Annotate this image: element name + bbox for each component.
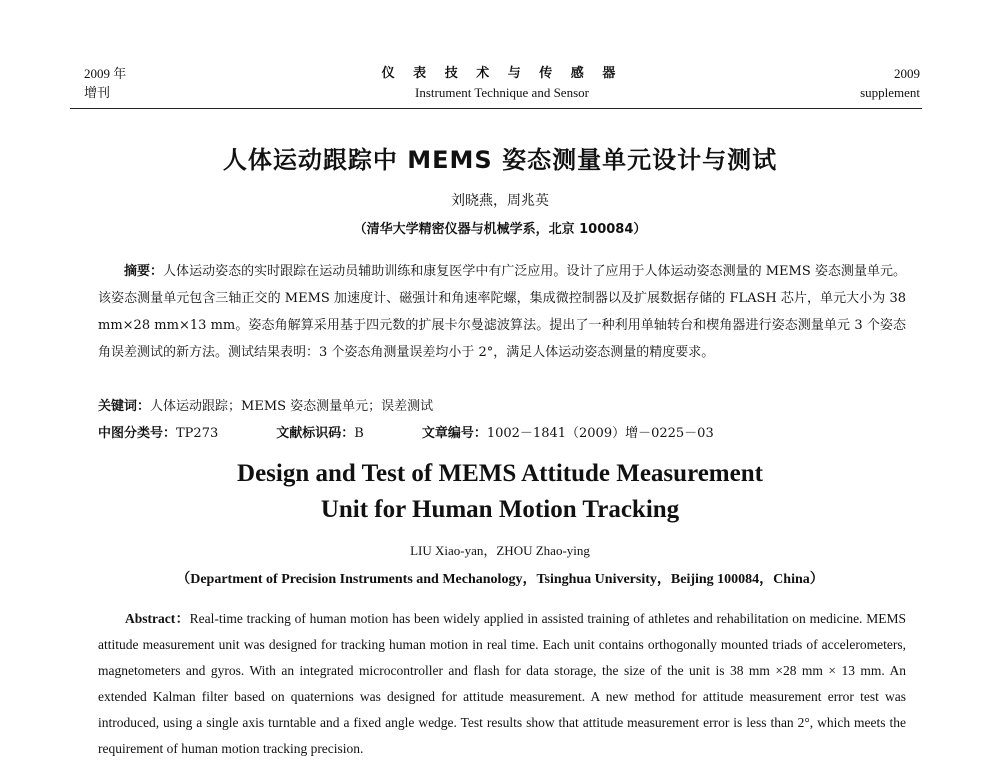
abstract-cn-label: 摘要：	[124, 264, 164, 279]
keywords-cn	[98, 397, 906, 417]
header-year-en: 2009	[894, 66, 920, 81]
header-center	[84, 64, 920, 102]
keywords-text: 人体运动跟踪；MEMS 姿态测量单元；误差测试	[150, 399, 434, 414]
keywords-label: 关键词：	[98, 399, 151, 414]
paper-title-en-line2: Unit for Human Motion Tracking	[320, 496, 680, 523]
paper-title-cn: 人体运动跟踪中 MEMS 姿态测量单元设计与测试	[222, 146, 778, 174]
abstract-cn-text: 人体运动姿态的实时跟踪在运动员辅助训练和康复医学中有广泛应用。设计了应用于人体运动姿态测量的 MEMS 姿态测量单元。该姿态测量单元包含三轴正交的 MEMS 加速度计、磁强计和角速率陀螺，集成微控制器以及扩展数据存储的 FLASH 芯片，单元大小为 38 mm×28 mm×13 mm。姿态角解算采用基于四元数的扩展卡尔曼滤波算法。提出了一种利用单轴转台和楔角器进行姿态测量单元 3 个姿态角误差测试的新方法。测试结果表明：3 个姿态角测量误差均小于 2°，满足人体运动姿态测量的精度要求。	[98, 264, 906, 360]
clc-label: 中图分类号：	[98, 426, 177, 441]
paper-title-en	[0, 456, 1000, 528]
abstract-en-text: Real-time tracking of human motion has been widely applied in assisted training of athletes and rehabilitation on medicine. MEMS attitude measurement unit was designed for tracking human motion in real time. Each unit contains orthogonally mounted triads of accelerometers, magnetometers and gyros. With an integrated microcontroller and flash for data storage, the size of the unit is 38 mm ×28 mm × 13 mm. An extended Kalman filter based on quaternions was designed for attitude measurement. A new method for attitude measurement error test was introduced, using a single axis turntable and a fixed angle wedge. Test results show that attitude measurement error is less than 2°, which meets the requirement of human motion tracking precision.	[98, 611, 906, 756]
abstract-en-label: Abstract：	[125, 611, 190, 626]
header-rule	[70, 108, 922, 109]
affiliation-cn: （清华大学精密仪器与机械学系，北京 100084）	[353, 222, 647, 237]
doc-code-label: 文献标识码：	[276, 426, 355, 441]
running-header	[84, 64, 920, 108]
header-year-cn: 2009 年	[84, 66, 127, 81]
abstract-cn	[98, 258, 906, 366]
authors-cn: 刘晓燕，周兆英	[451, 193, 549, 209]
header-issue-en: supplement	[860, 85, 920, 100]
header-issue-cn: 增刊	[84, 85, 111, 100]
affiliation-en: （Department of Precision Instruments and Mechanology，Tsinghua University，Beijing 100084，China）	[176, 572, 824, 587]
paper-title-en-line1: Design and Test of MEMS Attitude Measurement	[237, 460, 763, 487]
article-no-label: 文章编号：	[421, 426, 487, 441]
header-right	[860, 64, 920, 102]
clc-value: TP273	[176, 426, 219, 441]
journal-name-cn: 仪 表 技 术 与 传 感 器	[381, 66, 623, 81]
classification-line	[98, 424, 906, 444]
authors-en: LIU Xiao-yan，ZHOU Zhao-ying	[410, 543, 590, 558]
article-no-value: 1002－1841（2009）增－0225－03	[486, 426, 714, 441]
abstract-en	[98, 606, 906, 762]
doc-code-value: B	[354, 426, 364, 441]
journal-name-en: Instrument Technique and Sensor	[415, 85, 589, 100]
